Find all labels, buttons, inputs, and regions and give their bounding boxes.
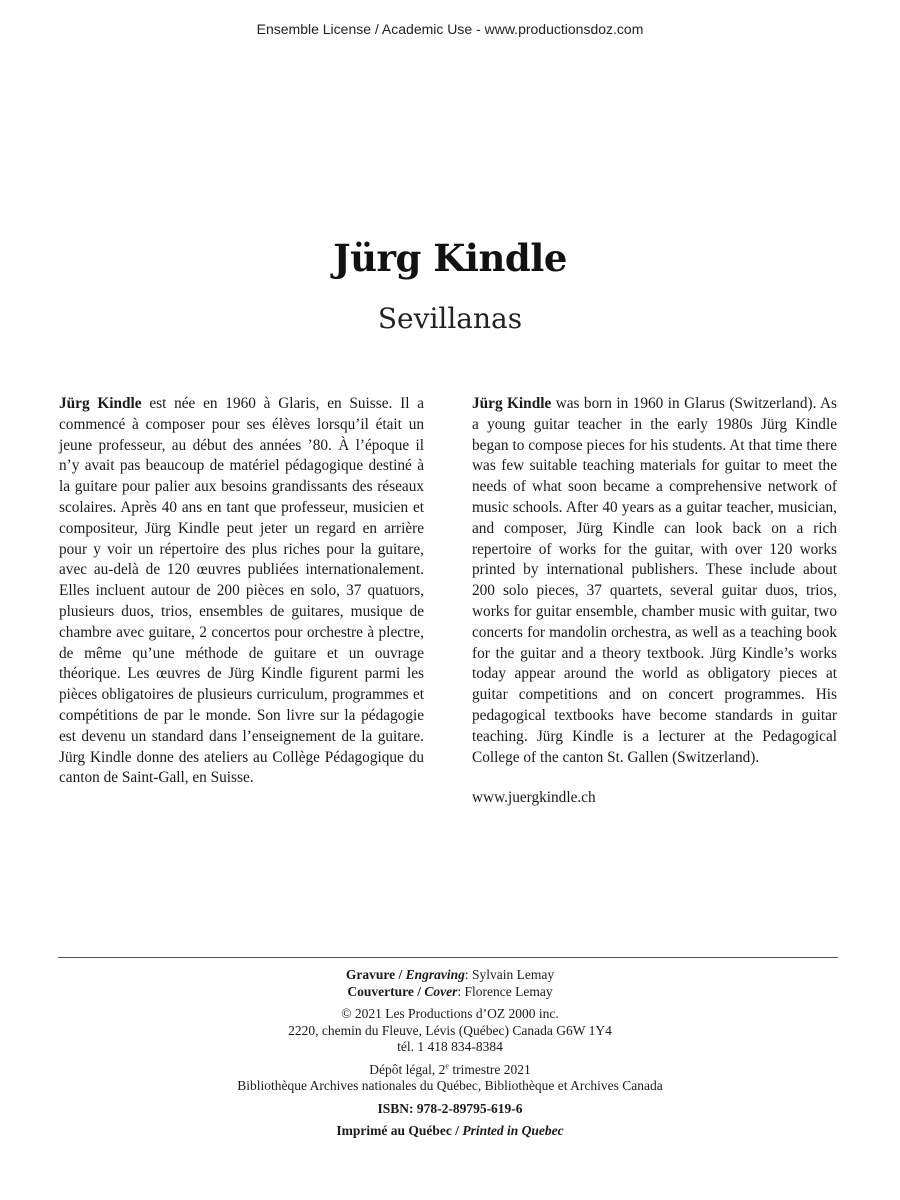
legal-deposit-line: Dépôt légal, 2e trimestre 2021 xyxy=(369,1061,531,1077)
libraries-line: Bibliothèque Archives nationales du Québec, Bibliothèque et Archives Canada xyxy=(237,1078,663,1093)
publisher-block xyxy=(0,1006,900,1056)
engraving-credit: Gravure / Engraving: Sylvain Lemay xyxy=(345,967,555,982)
biography-english-name: Jürg Kindle xyxy=(472,395,552,412)
work-title: Sevillanas xyxy=(377,302,523,335)
license-header: Ensemble License / Academic Use - www.productionsdoz.com xyxy=(256,21,644,37)
isbn-line: ISBN: 978-2-89795-619-6 xyxy=(377,1100,523,1116)
biography-english xyxy=(472,394,837,809)
isbn-block xyxy=(0,1101,900,1118)
composer-name: Jürg Kindle xyxy=(333,236,567,280)
composer-website-link[interactable]: www.juergkindle.ch xyxy=(472,789,596,807)
printed-block xyxy=(0,1123,900,1140)
copyright-line: © 2021 Les Productions d’OZ 2000 inc. xyxy=(341,1006,559,1021)
publication-credits xyxy=(0,967,900,1140)
cover-credit: Couverture / Cover: Florence Lemay xyxy=(347,983,553,999)
footer-divider xyxy=(58,957,838,958)
printed-line: Imprimé au Québec / Printed in Quebec xyxy=(336,1123,564,1138)
credits-block xyxy=(0,967,900,1000)
biography-french xyxy=(59,394,424,789)
biography-english-text: was born in 1960 in Glarus (Switzerland). As a young guitar teacher in the early 1980s Jürg Kindle began to compose pieces for his students. At that time there was few suitable teaching materials for guitar to meet the needs of what soon became a comprehensive network of music schools. After 40 years as a guitar teacher, musician, and composer, Jürg Kindle can look back on a rich repertoire of works for the guitar, with over 120 works printed by international publishers. These include about 200 solo pieces, 37 quartets, several guitar duos, trios, works for guitar ensemble, chamber music with guitar, two concerts for mandolin orchestra, as well as a teaching book for the guitar and a theory textbook. Jürg Kindle’s works today appear around the world as obligatory pieces at guitar competitions and on concert programmes. His pedagogical textbooks have become standards in guitar teaching. Jürg Kindle is a lecturer at the Pedagogical College of the canton St. Gallen (Switzerland). xyxy=(472,395,838,766)
biography-french-name: Jürg Kindle xyxy=(59,395,142,412)
publisher-address: 2220, chemin du Fleuve, Lévis (Québec) Canada G6W 1Y4 xyxy=(288,1022,612,1038)
legal-deposit-block xyxy=(0,1062,900,1095)
biography-french-text: est née en 1960 à Glaris, en Suisse. Il a commencé à composer pour ses élèves lorsqu’il était un jeune professeur, au début des années ’80. À l’époque il n’y avait pas beaucoup de matériel pédagogique destiné à la guitare pour palier aux besoins grandissants des réseaux scolaires. Après 40 ans en tant que professeur, musicien et compositeur, Jürg Kindle peut jeter un regard en arrière pour y voir un répertoire des plus riches pour la guitare, avec au-delà de 120 œuvres publiées internationalement. Elles incluent autour de 200 pièces en solo, 37 quatuors, plusieurs duos, trios, ensembles de guitares, musique de chambre avec guitare, 2 concertos pour orchestre à plectre, de même qu’une méthode de guitare et un ouvrage théorique. Les œuvres de Jürg Kindle figurent parmi les pièces obligatoires de plusieurs curriculum, programmes et compétitions de par le monde. Son livre sur la pédagogie est devenu un standard dans l’enseignement de la guitare. Jürg Kindle donne des ateliers au Collège Pédagogique du canton de Saint-Gall, en Suisse. xyxy=(59,395,424,787)
biography-french-paragraph xyxy=(59,394,424,789)
publisher-phone: tél. 1 418 834-8384 xyxy=(397,1039,503,1054)
biography-english-paragraph xyxy=(472,394,837,768)
